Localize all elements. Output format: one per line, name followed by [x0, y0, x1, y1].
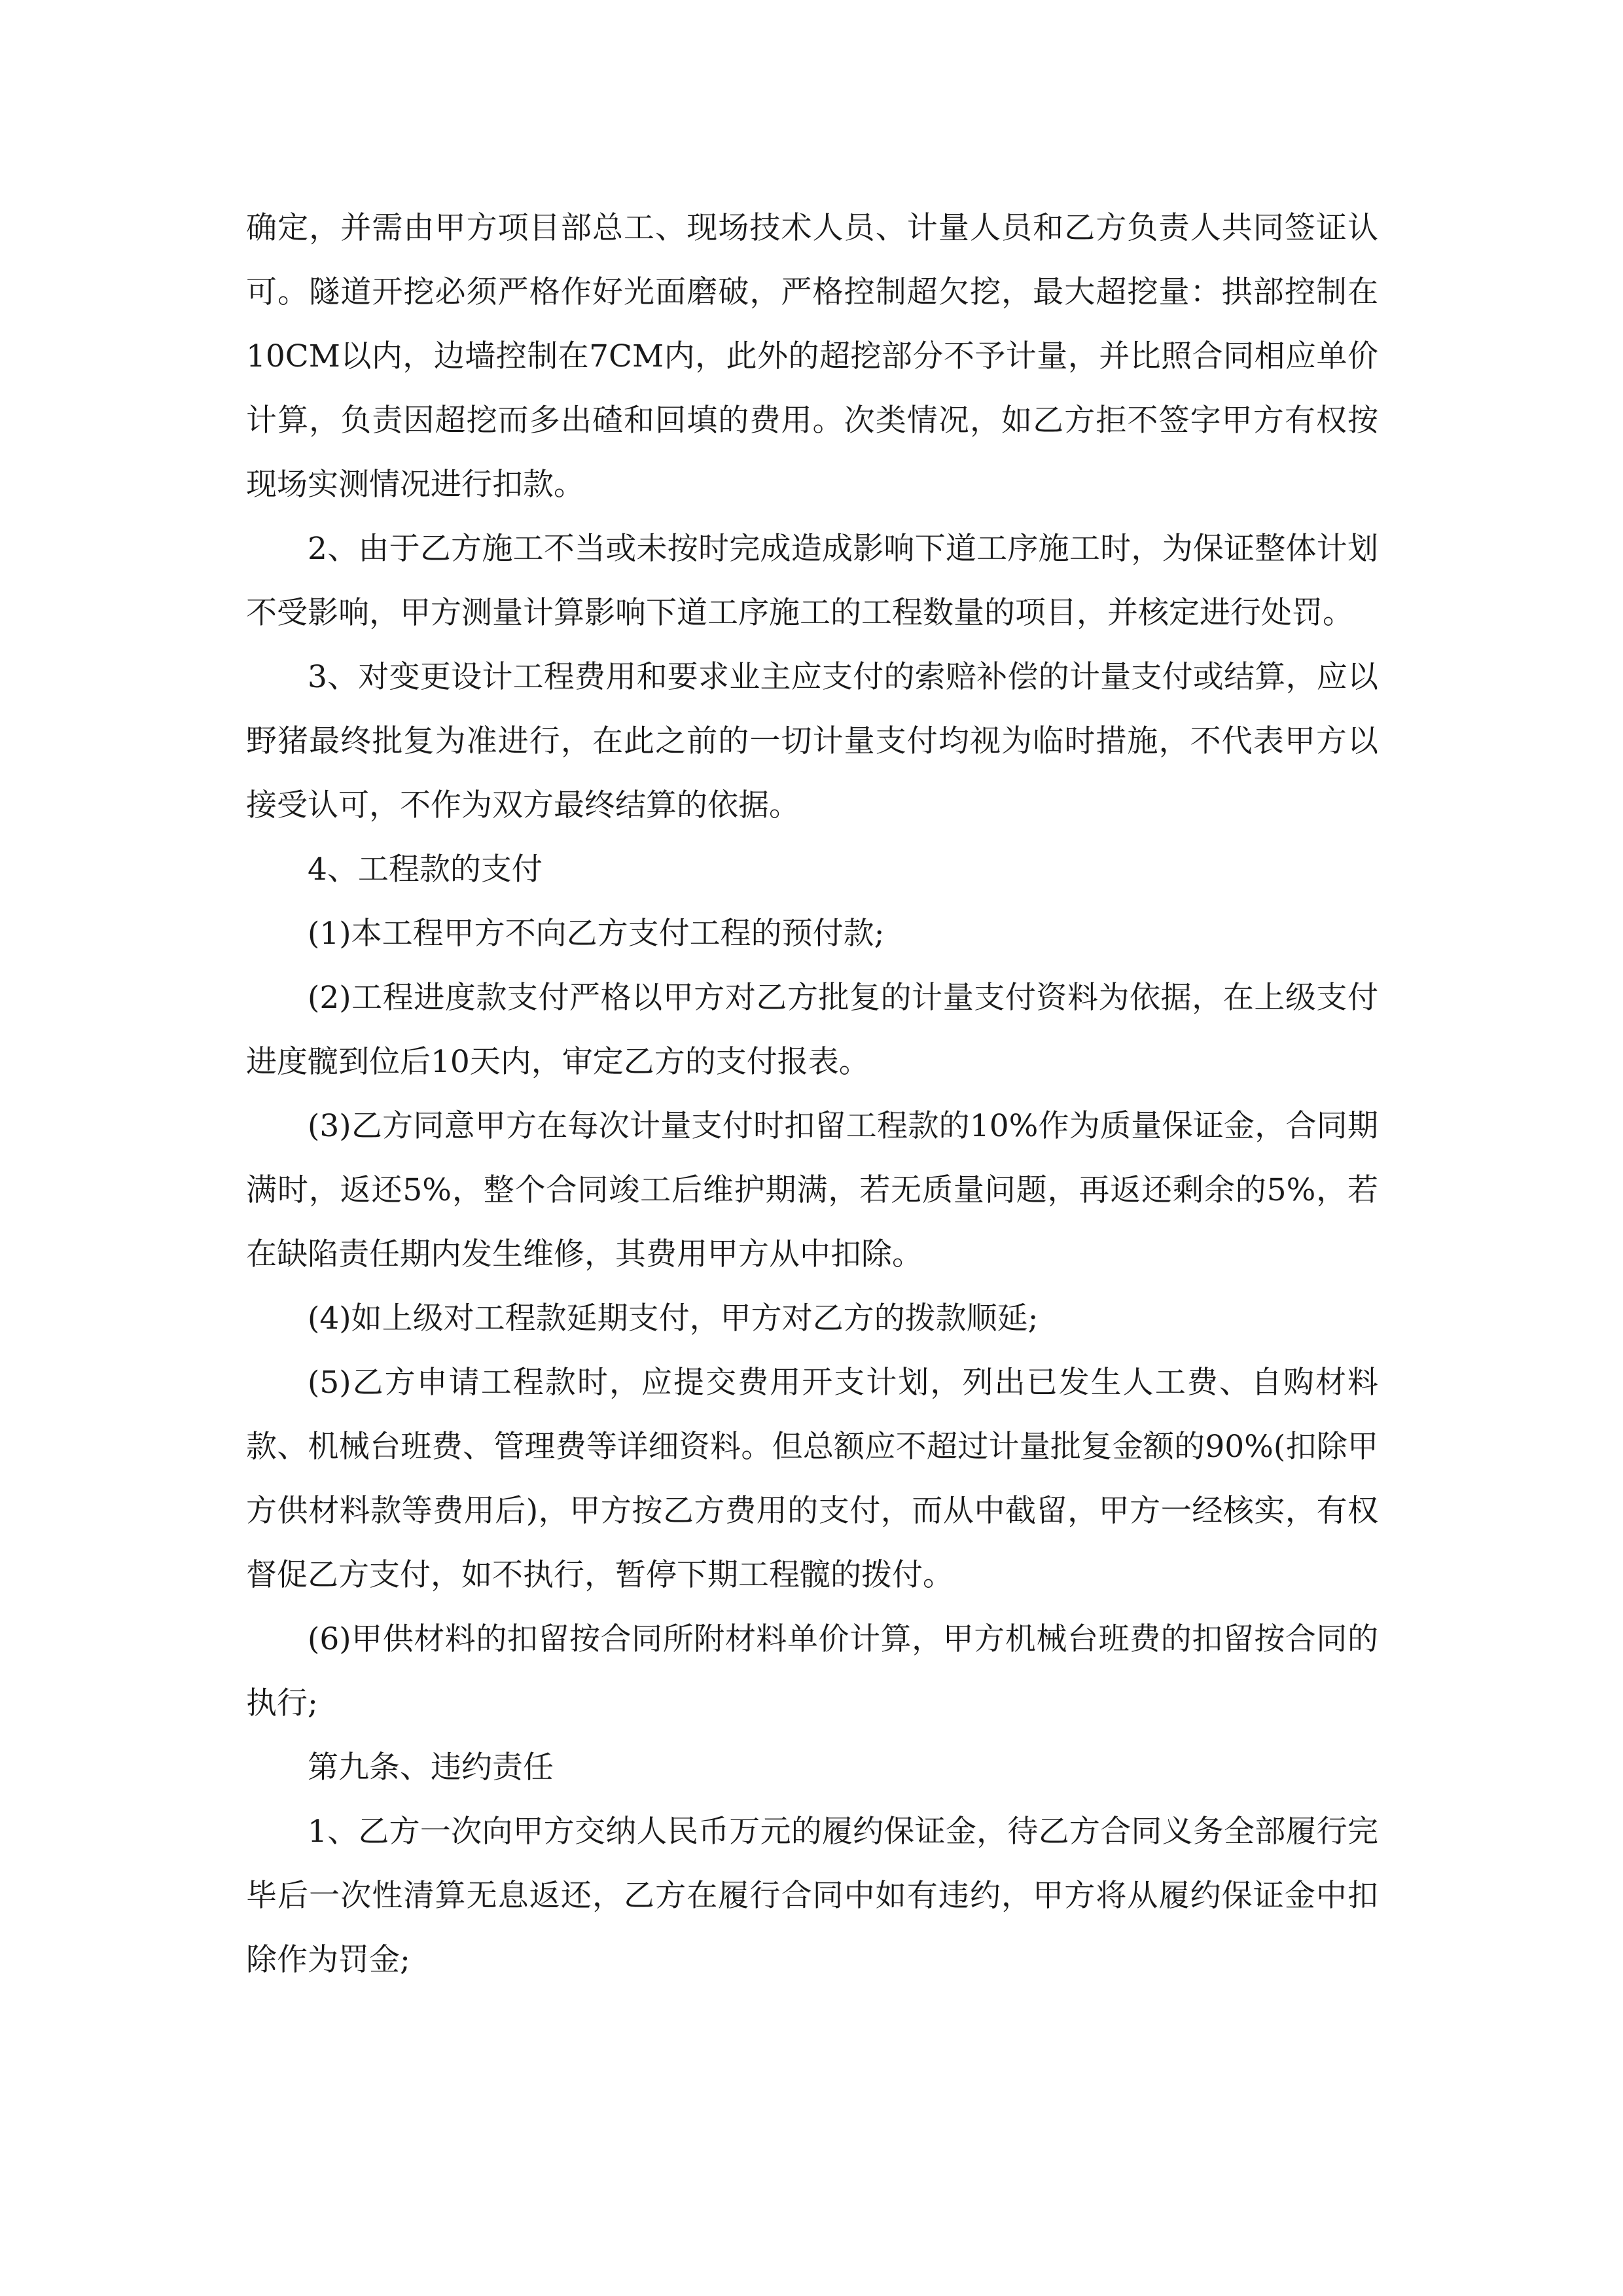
- paragraph-3: 3、对变更设计工程费用和要求业主应支付的索赔补偿的计量支付或结算，应以野猪最终批复为准进行，在此之前的一切计量支付均视为临时措施，不代表甲方以接受认可，不作为双方最终结算的依据。: [246, 659, 1378, 823]
- paragraph-item-5: (5)乙方申请工程款时，应提交费用开支计划，列出已发生人工费、自购材料款、机械台班费、管理费等详细资料。但总额应不超过计量批复金额的90%(扣除甲方供材料款等费用后)，甲方按乙方费用的支付，而从中截留，甲方一经核实，有权督促乙方支付，如不执行，暂停下期工程髋的拨付。: [246, 1365, 1378, 1593]
- paragraph-item-1: (1)本工程甲方不向乙方支付工程的预付款;: [308, 916, 885, 952]
- document-body: [246, 196, 1378, 1992]
- paragraph-4-heading: 4、工程款的支付: [308, 852, 543, 888]
- paragraph-item-4: (4)如上级对工程款延期支付，甲方对乙方的拨款顺延;: [308, 1300, 1039, 1336]
- paragraph-item-6: (6)甲供材料的扣留按合同所附材料单价计算，甲方机械台班费的扣留按合同的执行;: [246, 1621, 1378, 1721]
- paragraph-item-2: (2)工程进度款支付严格以甲方对乙方批复的计量支付资料为依据，在上级支付进度髋到位后10天内，审定乙方的支付报表。: [246, 980, 1378, 1080]
- paragraph-1: 确定，并需由甲方项目部总工、现场技术人员、计量人员和乙方负责人共同签证认可。隧道开挖必须严格作好光面磨破，严格控制超欠挖，最大超挖量：拱部控制在10CM以内，边墙控制在7CM内，此外的超挖部分不予计量，并比照合同相应单价计算，负责因超挖而多出碴和回填的费用。次类情况，如乙方拒不签字甲方有权按现场实测情况进行扣款。: [246, 210, 1378, 503]
- paragraph-item-3: (3)乙方同意甲方在每次计量支付时扣留工程款的10%作为质量保证金，合同期满时，返还5%，整个合同竣工后维护期满，若无质量问题，再返还剩余的5%，若在缺陷责任期内发生维修，其费用甲方从中扣除。: [246, 1108, 1378, 1272]
- section-heading-article-9: 第九条、违约责任: [308, 1749, 554, 1785]
- paragraph-2: 2、由于乙方施工不当或未按时完成造成影响下道工序施工时，为保证整体计划不受影响，甲方测量计算影响下道工序施工的工程数量的项目，并核定进行处罚。: [246, 531, 1378, 631]
- paragraph-article-9-item-1: 1、乙方一次向甲方交纳人民币万元的履约保证金，待乙方合同义务全部履行完毕后一次性清算无息返还，乙方在履行合同中如有违约，甲方将从履约保证金中扣除作为罚金;: [246, 1814, 1378, 1978]
